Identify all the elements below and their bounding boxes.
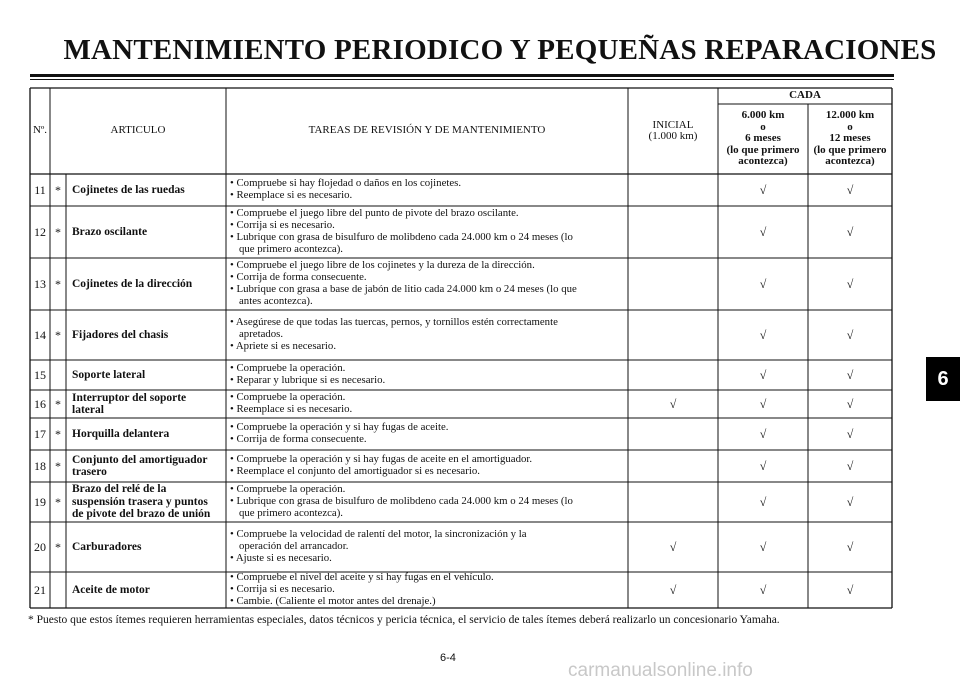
task-line: • Corrija si es necesario. <box>230 219 335 232</box>
text-line: acontezca) <box>738 155 788 168</box>
row-article <box>66 310 232 360</box>
text-line: acontezca) <box>825 155 875 168</box>
check-inicial: √ <box>669 582 677 597</box>
row-number: 11 <box>34 182 46 197</box>
task-line: • Compruebe el juego libre del punto de pivote del brazo oscilante. <box>230 207 519 220</box>
section-tab: 6 <box>926 357 960 401</box>
row-tasks <box>226 390 632 418</box>
text-line: 12 meses <box>829 132 871 145</box>
task-line: • Compruebe el juego libre de los cojinetes y la dureza de la dirección. <box>230 259 535 272</box>
check-6000: √ <box>759 494 767 509</box>
row-article <box>66 174 232 206</box>
row-article <box>66 360 232 390</box>
row-asterisk <box>50 360 66 390</box>
row-article <box>66 390 232 418</box>
row-tasks <box>226 360 632 390</box>
task-line: • Lubrique con grasa de bisulfuro de molibdeno cada 24.000 km o 24 meses (lo <box>230 231 573 243</box>
header-tareas: TAREAS DE REVISIÓN Y DE MANTENIMIENTO <box>308 124 546 137</box>
task-line: que primero acontezca). <box>239 242 344 255</box>
task-line: • Asegúrese de que todas las tuercas, pernos, y tornillos estén correctamente <box>230 316 558 329</box>
check-6000: √ <box>759 224 767 239</box>
task-line: • Apriete si es necesario. <box>230 339 337 352</box>
task-line: operación del arrancador. <box>239 540 349 553</box>
check-12000: √ <box>846 224 854 239</box>
header-cada-6000 <box>718 104 808 174</box>
check-inicial <box>628 482 718 522</box>
check-12000: √ <box>846 458 854 473</box>
check-inicial <box>628 310 718 360</box>
row-number: 13 <box>34 276 46 291</box>
row-tasks <box>226 174 632 206</box>
row-asterisk: * <box>55 182 61 197</box>
text-line: (1.000 km) <box>648 130 698 142</box>
text-line: o <box>847 120 853 133</box>
task-line: apretados. <box>239 328 284 341</box>
check-6000: √ <box>759 276 767 291</box>
task-line: • Lubrique con grasa a base de jabón de litio cada 24.000 km o 24 meses (lo que <box>230 283 577 295</box>
row-asterisk: * <box>55 494 61 509</box>
header-cada-12000 <box>808 104 892 174</box>
check-inicial <box>628 258 718 310</box>
row-asterisk: * <box>55 396 61 411</box>
row-article <box>66 450 232 482</box>
check-6000: √ <box>759 458 767 473</box>
check-6000: √ <box>759 182 767 197</box>
task-line: • Corrija de forma consecuente. <box>230 271 367 284</box>
task-line: • Compruebe la operación. <box>230 391 346 404</box>
row-asterisk: * <box>55 458 61 473</box>
header-inicial <box>628 88 718 174</box>
watermark: carmanualsonline.info <box>568 660 753 681</box>
text-line: 6 meses <box>745 132 781 145</box>
check-6000: √ <box>759 426 767 441</box>
row-article <box>66 206 232 258</box>
row-tasks <box>226 572 632 608</box>
check-inicial <box>628 206 718 258</box>
check-inicial <box>628 450 718 482</box>
task-line: • Compruebe la operación y si hay fugas de aceite en el amortiguador. <box>230 453 533 466</box>
check-inicial <box>628 418 718 450</box>
text-line: Fijadores del chasis <box>72 328 169 341</box>
row-asterisk: * <box>55 224 61 239</box>
check-6000: √ <box>759 539 767 554</box>
row-tasks <box>226 258 632 310</box>
task-line: antes acontezca). <box>239 294 313 307</box>
header-no: Nº. <box>32 124 48 137</box>
task-line: que primero acontezca). <box>239 506 344 519</box>
text-line: Conjunto del amortiguador <box>72 453 208 466</box>
row-article <box>66 482 232 522</box>
text-line: 6.000 km <box>741 109 785 122</box>
row-tasks <box>226 522 632 572</box>
task-line: • Compruebe si hay flojedad o daños en los cojinetes. <box>230 177 462 190</box>
task-line: • Compruebe la operación. <box>230 362 346 375</box>
check-12000: √ <box>846 396 854 411</box>
check-6000: √ <box>759 367 767 382</box>
text-line: Brazo del relé de la <box>72 483 167 496</box>
page-number: 6-4 <box>440 652 456 664</box>
check-12000: √ <box>846 582 854 597</box>
row-tasks <box>226 450 632 482</box>
footnote: * Puesto que estos ítemes requieren herramientas especiales, datos técnicos y pericia técnica, el servicio de tales ítemes deberá realizarlo un concesionario Yamaha. <box>28 614 780 626</box>
text-line: Soporte lateral <box>72 368 146 381</box>
row-number: 16 <box>34 396 46 411</box>
row-asterisk: * <box>55 327 61 342</box>
text-line: de pivote del brazo de unión <box>72 508 211 521</box>
task-line: • Compruebe la velocidad de ralentí del motor, la sincronización y la <box>230 528 527 541</box>
text-line: Horquilla delantera <box>72 427 170 440</box>
row-tasks <box>226 206 632 258</box>
task-line: • Compruebe la operación. <box>230 483 346 496</box>
check-6000: √ <box>759 327 767 342</box>
row-number: 14 <box>34 327 46 342</box>
text-line: Aceite de motor <box>72 583 150 596</box>
text-line: (lo que primero <box>813 143 887 156</box>
row-asterisk <box>50 572 66 608</box>
check-12000: √ <box>846 494 854 509</box>
page-title: MANTENIMIENTO PERIODICO Y PEQUEÑAS REPARACIONES <box>63 34 937 66</box>
row-number: 17 <box>34 426 46 441</box>
task-line: • Compruebe la operación y si hay fugas de aceite. <box>230 421 449 434</box>
text-line: suspensión trasera y puntos <box>72 495 208 508</box>
check-inicial <box>628 174 718 206</box>
task-line: • Lubrique con grasa de bisulfuro de molibdeno cada 24.000 km o 24 meses (lo <box>230 495 573 508</box>
task-line: • Reemplace el conjunto del amortiguador si es necesario. <box>230 465 480 477</box>
row-number: 12 <box>34 224 46 239</box>
check-12000: √ <box>846 327 854 342</box>
text-line: Brazo oscilante <box>72 225 148 238</box>
text-line: lateral <box>72 404 104 416</box>
row-asterisk: * <box>55 539 61 554</box>
text-line: Cojinetes de la dirección <box>72 277 193 290</box>
task-line: • Corrija si es necesario. <box>230 583 335 596</box>
text-line: INICIAL <box>652 118 694 131</box>
check-12000: √ <box>846 367 854 382</box>
row-article <box>66 522 232 572</box>
row-asterisk: * <box>55 276 61 291</box>
text-line: Carburadores <box>72 540 142 553</box>
row-number: 18 <box>34 458 46 473</box>
check-inicial: √ <box>669 539 677 554</box>
row-number: 21 <box>34 582 46 597</box>
row-number: 20 <box>34 539 46 554</box>
task-line: • Corrija de forma consecuente. <box>230 433 367 445</box>
row-article <box>66 258 232 310</box>
check-12000: √ <box>846 182 854 197</box>
text-line: Interruptor del soporte <box>72 391 187 404</box>
check-6000: √ <box>759 396 767 411</box>
row-article <box>66 418 232 450</box>
check-12000: √ <box>846 426 854 441</box>
check-inicial: √ <box>669 396 677 411</box>
check-12000: √ <box>846 276 854 291</box>
text-line: (lo que primero <box>726 143 800 156</box>
text-line: 12.000 km <box>825 109 875 122</box>
task-line: • Reemplace si es necesario. <box>230 189 353 201</box>
row-article <box>66 572 232 608</box>
check-12000: √ <box>846 539 854 554</box>
row-asterisk: * <box>55 426 61 441</box>
task-line: • Reparar y lubrique si es necesario. <box>230 374 386 386</box>
check-inicial <box>628 360 718 390</box>
row-tasks <box>226 310 632 360</box>
row-number: 15 <box>34 367 46 382</box>
text-line: Cojinetes de las ruedas <box>72 183 185 196</box>
row-tasks <box>226 482 632 522</box>
header-articulo: ARTICULO <box>110 124 166 137</box>
task-line: • Cambie. (Caliente el motor antes del drenaje.) <box>230 594 436 607</box>
task-line: • Ajuste si es necesario. <box>230 551 332 564</box>
task-line: • Compruebe el nivel del aceite y si hay fugas en el vehículo. <box>230 572 494 584</box>
text-line: trasero <box>72 466 107 478</box>
text-line: o <box>760 120 766 133</box>
header-cada: CADA <box>789 89 821 102</box>
row-tasks <box>226 418 632 450</box>
task-line: • Reemplace si es necesario. <box>230 403 353 415</box>
check-6000: √ <box>759 582 767 597</box>
row-number: 19 <box>34 494 46 509</box>
